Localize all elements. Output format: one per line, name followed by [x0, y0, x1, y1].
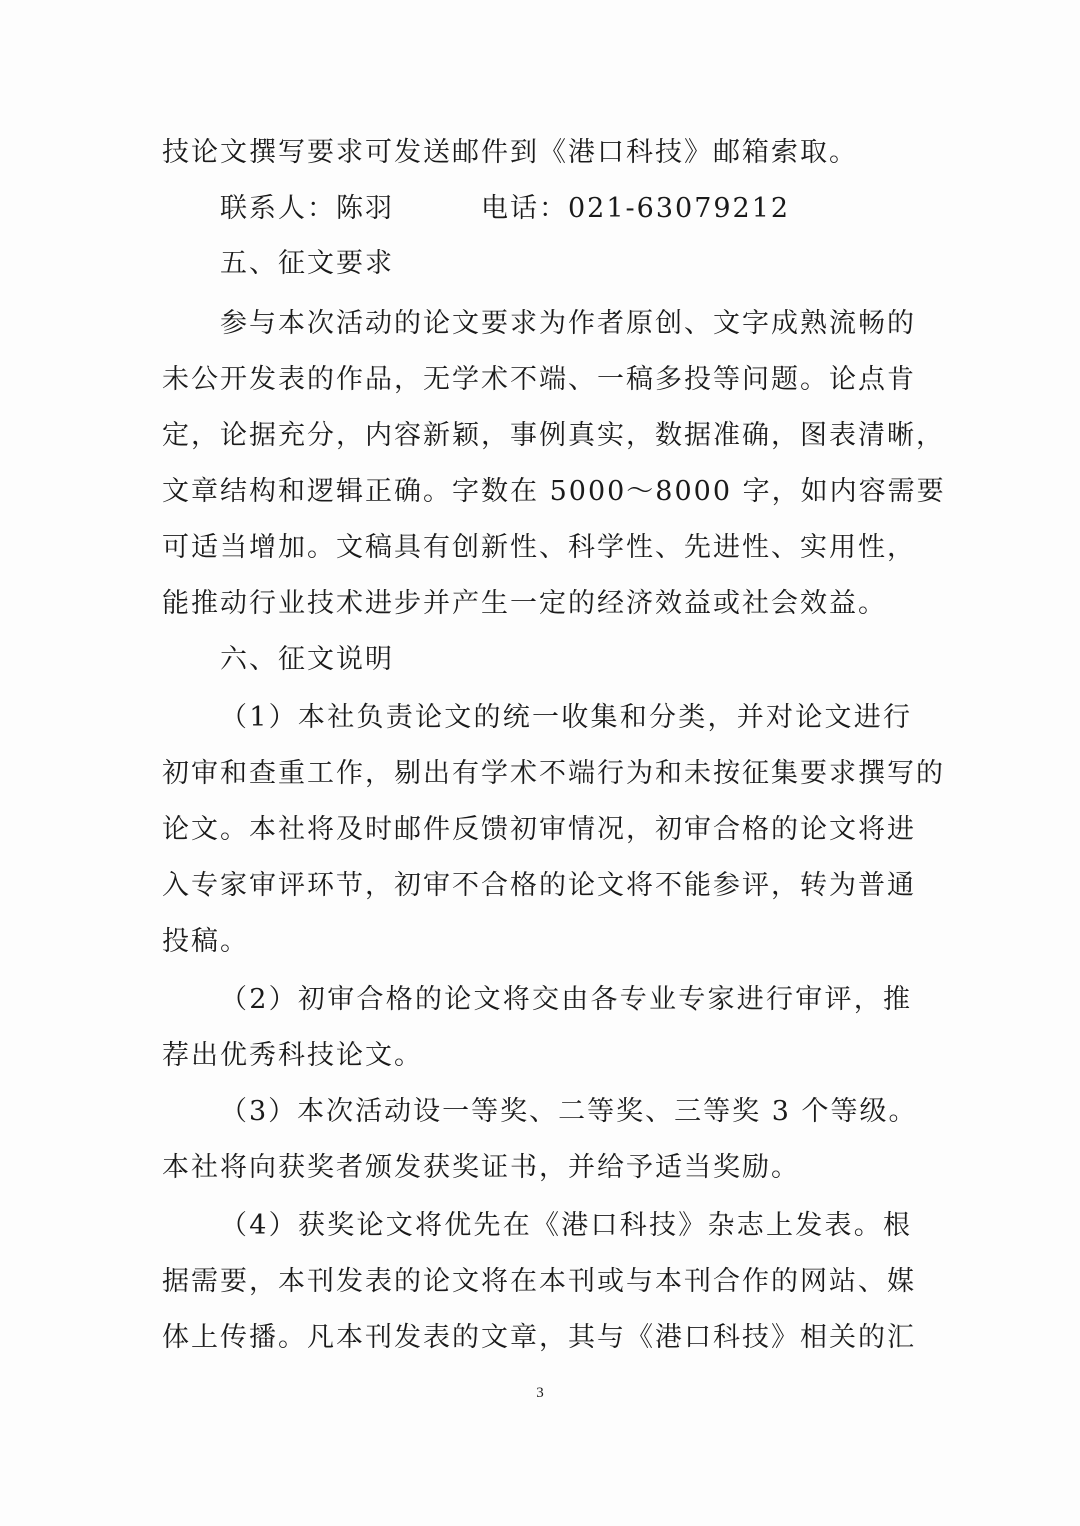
- contact-line: 联系人：陈羽 电话：021-63079212: [220, 193, 791, 224]
- text-line-8: 可适当增加。文稿具有创新性、科学性、先进性、实用性，: [162, 532, 916, 563]
- text-line-11: （1）本社负责论文的统一收集和分类，并对论文进行: [220, 702, 912, 733]
- text-line-22: 体上传播。凡本刊发表的文章，其与《港口科技》相关的汇: [162, 1322, 916, 1353]
- text-line-13: 论文。本社将及时邮件反馈初审情况，初审合格的论文将进: [162, 814, 916, 845]
- text-line-20: （4）获奖论文将优先在《港口科技》杂志上发表。根: [220, 1210, 912, 1241]
- section-heading-5: 五、征文要求: [220, 248, 394, 279]
- text-line-21: 据需要，本刊发表的论文将在本刊或与本刊合作的网站、媒: [162, 1266, 916, 1297]
- text-line-19: 本社将向获奖者颁发获奖证书，并给予适当奖励。: [162, 1152, 800, 1183]
- text-line-1: 技论文撰写要求可发送邮件到《港口科技》邮箱索取。: [162, 137, 858, 168]
- text-line-5: 未公开发表的作品，无学术不端、一稿多投等问题。论点肯: [162, 364, 916, 395]
- text-line-17: 荐出优秀科技论文。: [162, 1040, 423, 1071]
- text-line-4: 参与本次活动的论文要求为作者原创、文字成熟流畅的: [220, 308, 916, 339]
- text-line-7: 文章结构和逻辑正确。字数在 5000～8000 字，如内容需要: [162, 476, 946, 507]
- text-line-14: 入专家审评环节，初审不合格的论文将不能参评，转为普通: [162, 870, 916, 901]
- text-line-15: 投稿。: [162, 926, 249, 957]
- text-line-9: 能推动行业技术进步并产生一定的经济效益或社会效益。: [162, 588, 887, 619]
- section-heading-6: 六、征文说明: [220, 644, 394, 675]
- text-line-12: 初审和查重工作，剔出有学术不端行为和未按征集要求撰写的: [162, 758, 945, 789]
- text-line-16: （2）初审合格的论文将交由各专业专家进行审评，推: [220, 984, 912, 1015]
- text-line-6: 定，论据充分，内容新颖，事例真实，数据准确，图表清晰，: [162, 420, 945, 451]
- text-line-18: （3）本次活动设一等奖、二等奖、三等奖 3 个等级。: [220, 1096, 918, 1127]
- page-number: 3: [536, 1385, 544, 1401]
